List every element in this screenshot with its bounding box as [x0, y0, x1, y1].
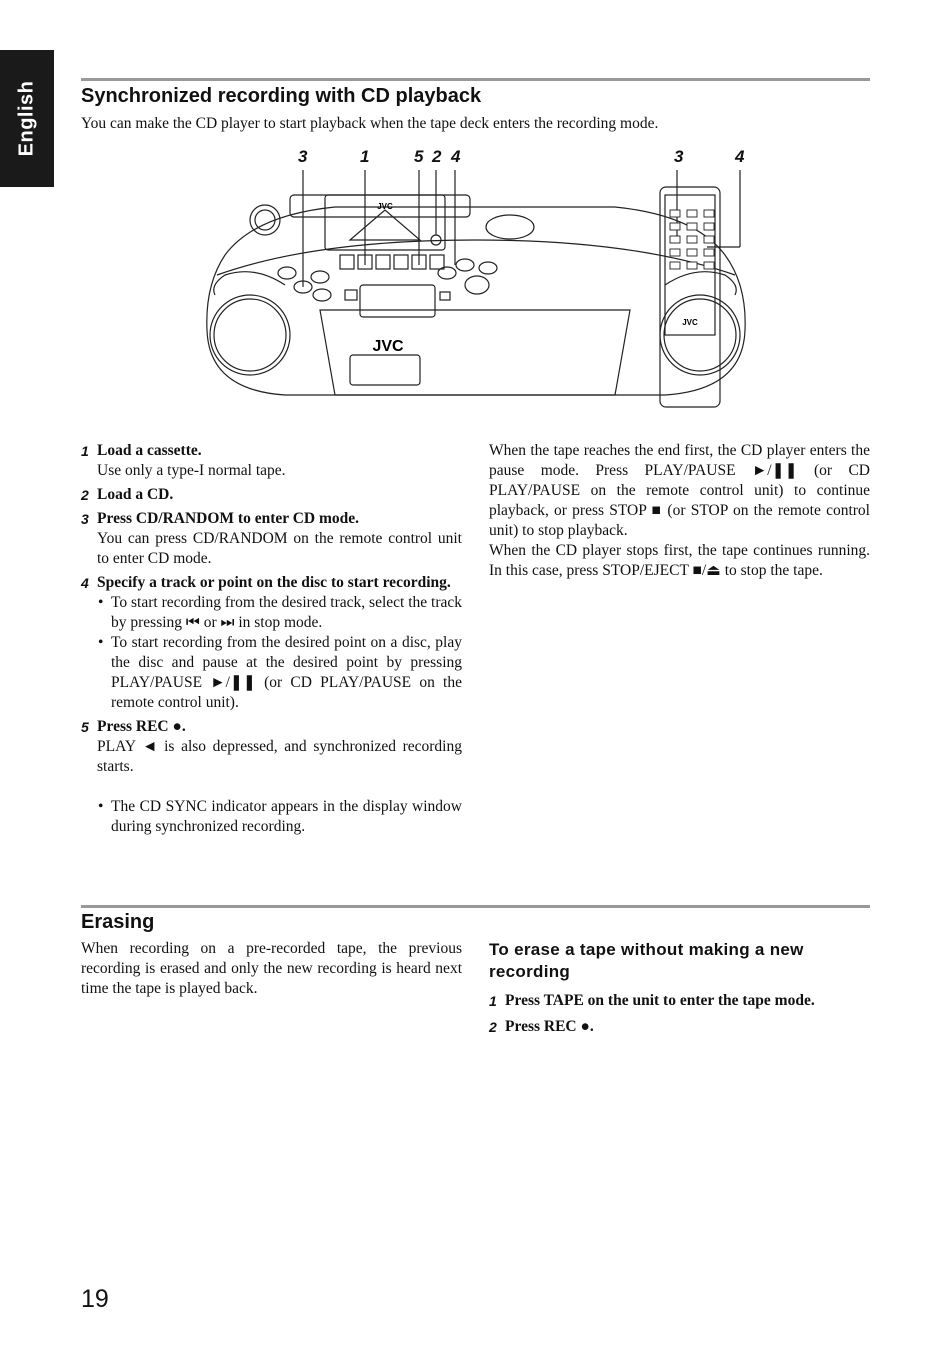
- step-3-heading: Press CD/RANDOM to enter CD mode.: [97, 510, 360, 527]
- unit-logo: JVC: [372, 338, 404, 355]
- section-rule-top: [81, 78, 870, 81]
- step-1-heading: Load a cassette.: [97, 442, 202, 459]
- erasing-intro: When recording on a pre-recorded tape, the previous recording is erased and only the new recording is heard next time the tape is played back.: [81, 940, 462, 997]
- step-5-number: 5: [81, 719, 89, 735]
- section-title-sync: Synchronized recording with CD playback: [81, 85, 482, 107]
- erase-step-2-number: 2: [489, 1019, 497, 1035]
- callout-3-remote: 3: [674, 147, 684, 166]
- step-3-body: You can press CD/RANDOM on the remote control unit to enter CD mode.: [97, 530, 462, 567]
- erase-step-2: [489, 1017, 870, 1037]
- step-1-body: Use only a type-I normal tape.: [97, 462, 286, 479]
- step-4-number: 4: [81, 575, 89, 591]
- erase-step-1-heading: Press TAPE on the unit to enter the tape mode.: [505, 992, 815, 1009]
- cd-lid-logo: JVC: [377, 202, 393, 211]
- step-3: [81, 509, 462, 569]
- erase-procedure: [489, 939, 870, 1041]
- erase-step-1: [489, 991, 870, 1011]
- remote-logo: JVC: [682, 318, 698, 327]
- step-5: [81, 717, 462, 777]
- sync-steps-column: [81, 441, 462, 841]
- sync-intro: You can make the CD player to start playback when the tape deck enters the recording mode.: [81, 115, 659, 132]
- step-4-bullet-track: • To start recording from the desired track, select the track by pressing ⏮ or ⏭ in stop mode.: [97, 593, 462, 633]
- step-1: [81, 441, 462, 481]
- step-5-body: PLAY ◄ is also depressed, and synchronized recording starts.: [97, 738, 462, 775]
- erase-step-1-number: 1: [489, 993, 497, 1009]
- callout-1-unit: 1: [360, 147, 370, 166]
- callout-4-unit: 4: [451, 147, 461, 166]
- step-1-number: 1: [81, 443, 89, 459]
- boombox-illustration: [195, 165, 755, 410]
- language-tab-label: English: [15, 80, 38, 157]
- sync-notes-column: [489, 441, 870, 581]
- cd-sync-note: [81, 797, 462, 837]
- callout-5-unit: 5: [414, 147, 424, 166]
- step-5-heading: Press REC ●.: [97, 718, 186, 735]
- erase-subheading: To erase a tape without making a new recording: [489, 940, 804, 981]
- step-2-number: 2: [81, 487, 89, 503]
- tape-end-first-paragraph: When the tape reaches the end first, the CD player enters the pause mode. Press PLAY/PAUSE ►/❚❚ (or CD PLAY/PAUSE on the remote control unit) to continue playback, or press STOP ■ (or STOP on the remote control unit) to stop playback.: [489, 442, 870, 539]
- step-3-number: 3: [81, 511, 89, 527]
- cd-stops-first-paragraph: When the CD player stops first, the tape continues running. In this case, press STOP/EJECT ■/⏏ to stop the tape.: [489, 542, 870, 579]
- step-2: [81, 485, 462, 505]
- callout-2-unit: 2: [432, 147, 442, 166]
- step-4-bullet-point: • To start recording from the desired point on a disc, play the disc and pause at the desired point by pressing PLAY/PAUSE ►/❚❚ (or CD PLAY/PAUSE on the remote control unit).: [97, 633, 462, 713]
- callout-3-unit: 3: [298, 147, 308, 166]
- step-4-heading: Specify a track or point on the disc to start recording.: [97, 574, 451, 591]
- cd-sync-note-text: • The CD SYNC indicator appears in the display window during synchronized recording.: [97, 797, 462, 837]
- erase-step-2-heading: Press REC ●.: [505, 1018, 594, 1035]
- section-title-erasing: Erasing: [81, 911, 155, 933]
- callout-4-remote: 4: [735, 147, 745, 166]
- step-2-heading: Load a CD.: [97, 486, 174, 503]
- page-number: 19: [81, 1285, 109, 1313]
- language-tab: [0, 50, 54, 187]
- step-4: [81, 573, 462, 713]
- section-rule-erasing: [81, 905, 870, 908]
